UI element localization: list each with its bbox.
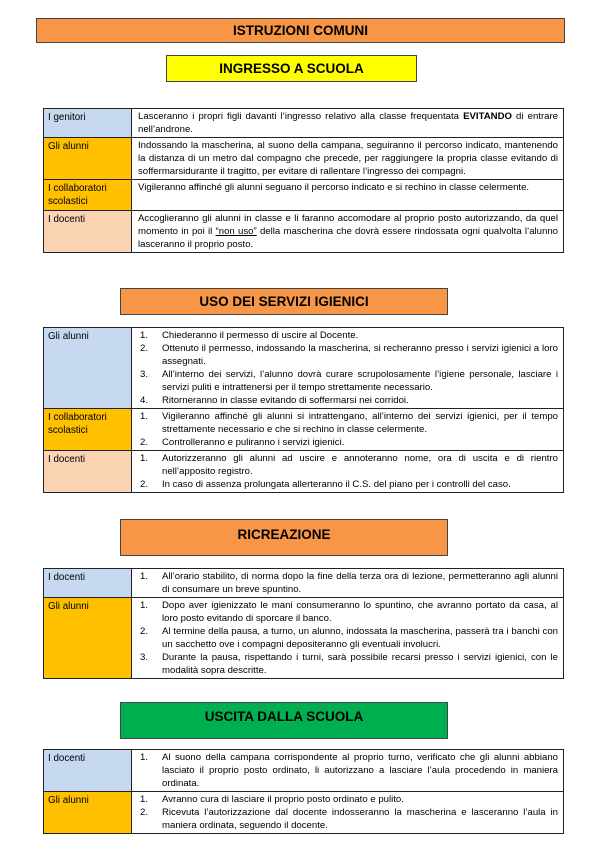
list-item: 1. All’orario stabilito, di norma dopo la fine della terza ora di lezione, permetteranno agli alunni di consumare un breve spuntino.	[140, 571, 558, 595]
list-item: 1. Vigileranno affinché gli alunni si intrattengano, all’interno dei servizi igienici, per il tempo strettamente necessario e che si rechino in classe celermente.	[140, 411, 558, 435]
instruction-cell	[132, 211, 564, 253]
section-heading-ricreazione: RICREAZIONE	[120, 519, 448, 556]
list-item: 1. Avranno cura di lasciare il proprio posto ordinato e pulito.	[140, 794, 404, 805]
list-item: 2. In caso di assenza prolungata allerteranno il C.S. del piano per i controlli del caso.	[140, 479, 511, 490]
role-cell: I docenti	[44, 569, 132, 598]
list-item: 2. Controlleranno e puliranno i servizi igienici.	[140, 437, 345, 448]
instruction-cell	[132, 750, 564, 792]
instruction-text: della mascherina che dovrà essere rindossata ogni qualvolta l’alunno lasceranno il proprio posto.	[138, 226, 558, 250]
instruction-cell	[132, 598, 564, 679]
instruction-list	[138, 329, 558, 407]
instruction-list	[138, 793, 558, 832]
list-item: 1. Dopo aver igienizzato le mani consumeranno lo spuntino, che avranno portato da casa, al loro posto evitando di sporcare il banco.	[140, 600, 558, 624]
instruction-underlined: “non uso”	[215, 226, 257, 237]
list-item: 1. Al suono della campana corrispondente al proprio turno, verificato che gli alunni abbiano lasciato il proprio posto ordinato, li autorizzano a lasciare l’aula procedendo in maniera ordinata.	[140, 752, 558, 789]
list-item: 4. Ritorneranno in classe evitando di soffermarsi nei corridoi.	[140, 395, 409, 406]
list-item: 3. All’interno dei servizi, l’alunno dovrà curare scrupolosamente l’igiene personale, lasciare i servizi puliti e intrattenersi per il tempo strettamente necessario.	[140, 369, 558, 393]
role-cell: Gli alunni	[44, 598, 132, 679]
table-row	[44, 569, 564, 598]
uscita-table	[43, 749, 564, 834]
section-heading-servizi: USO DEI SERVIZI IGIENICI	[120, 288, 448, 315]
table-row	[44, 138, 564, 180]
table-row	[44, 451, 564, 493]
table-row	[44, 211, 564, 253]
instruction-text: Accoglieranno gli alunni in classe e li faranno accomodare al proprio posto autorizzando, da quel momento in poi il	[138, 213, 558, 237]
ricreazione-table	[43, 568, 564, 679]
table-row	[44, 409, 564, 451]
role-cell: I docenti	[44, 750, 132, 792]
role-cell: I collaboratori scolastici	[44, 180, 132, 211]
table-row	[44, 109, 564, 138]
page-title: ISTRUZIONI COMUNI	[36, 18, 565, 43]
table-row	[44, 598, 564, 679]
instruction-cell	[132, 409, 564, 451]
table-row	[44, 180, 564, 211]
instruction-cell	[132, 451, 564, 493]
list-item: 2. Ricevuta l’autorizzazione dal docente indosseranno la mascherina e lasceranno l’aula in maniera ordinata, seguendo il docente.	[140, 807, 558, 831]
instruction-cell	[132, 569, 564, 598]
instruction-cell: Vigileranno affinché gli alunni seguano il percorso indicato e si rechino in classe celermente.	[132, 180, 564, 211]
section-heading-ingresso: INGRESSO A SCUOLA	[166, 55, 417, 82]
list-item: 2. Ottenuto il permesso, indossando la mascherina, si recheranno presso i servizi igienici a loro assegnati.	[140, 343, 558, 367]
instruction-emphasis: EVITANDO	[463, 111, 512, 122]
instruction-list	[138, 452, 558, 491]
table-row	[44, 328, 564, 409]
list-item: 1. Chiederanno il permesso di uscire al Docente.	[140, 330, 359, 341]
table-row	[44, 750, 564, 792]
ingresso-table	[43, 108, 564, 253]
role-cell: I genitori	[44, 109, 132, 138]
role-cell: Gli alunni	[44, 792, 132, 834]
instruction-cell	[132, 328, 564, 409]
role-cell: Gli alunni	[44, 138, 132, 180]
instruction-list	[138, 570, 558, 596]
list-item: 2. Al termine della pausa, a turno, un alunno, indossata la mascherina, passerà tra i banchi con un sacchetto ove i compagni depositeranno gli eventuali involucri.	[140, 626, 558, 650]
instruction-list	[138, 410, 558, 449]
instruction-cell	[132, 792, 564, 834]
section-heading-uscita: USCITA DALLA SCUOLA	[120, 702, 448, 739]
role-cell: I docenti	[44, 211, 132, 253]
list-item: 3. Durante la pausa, rispettando i turni, sarà possibile recarsi presso i servizi igienici, con le modalità sopra descritte.	[140, 652, 558, 676]
instruction-list	[138, 751, 558, 790]
instruction-text: di entrare nell’androne.	[138, 111, 559, 135]
role-cell: I collaboratori scolastici	[44, 409, 132, 451]
list-item: 1. Autorizzeranno gli alunni ad uscire e annoteranno nome, ora di uscita e di rientro nell’apposito registro.	[140, 453, 558, 477]
instruction-text: Lasceranno i propri figli davanti l’ingresso relativo alla classe frequentata	[138, 111, 464, 122]
servizi-table	[43, 327, 564, 493]
instruction-cell	[132, 109, 564, 138]
role-cell: I docenti	[44, 451, 132, 493]
table-row	[44, 792, 564, 834]
instruction-cell: Indossando la mascherina, al suono della campana, seguiranno il percorso indicato, mantenendo la distanza di un metro dal compagno che precede, per raggiungere la propria classe evitando di soffermarsidurante il tragitto, per evitare di rallentare l’ingresso dei compagni.	[132, 138, 564, 180]
role-cell: Gli alunni	[44, 328, 132, 409]
instruction-list	[138, 599, 558, 677]
